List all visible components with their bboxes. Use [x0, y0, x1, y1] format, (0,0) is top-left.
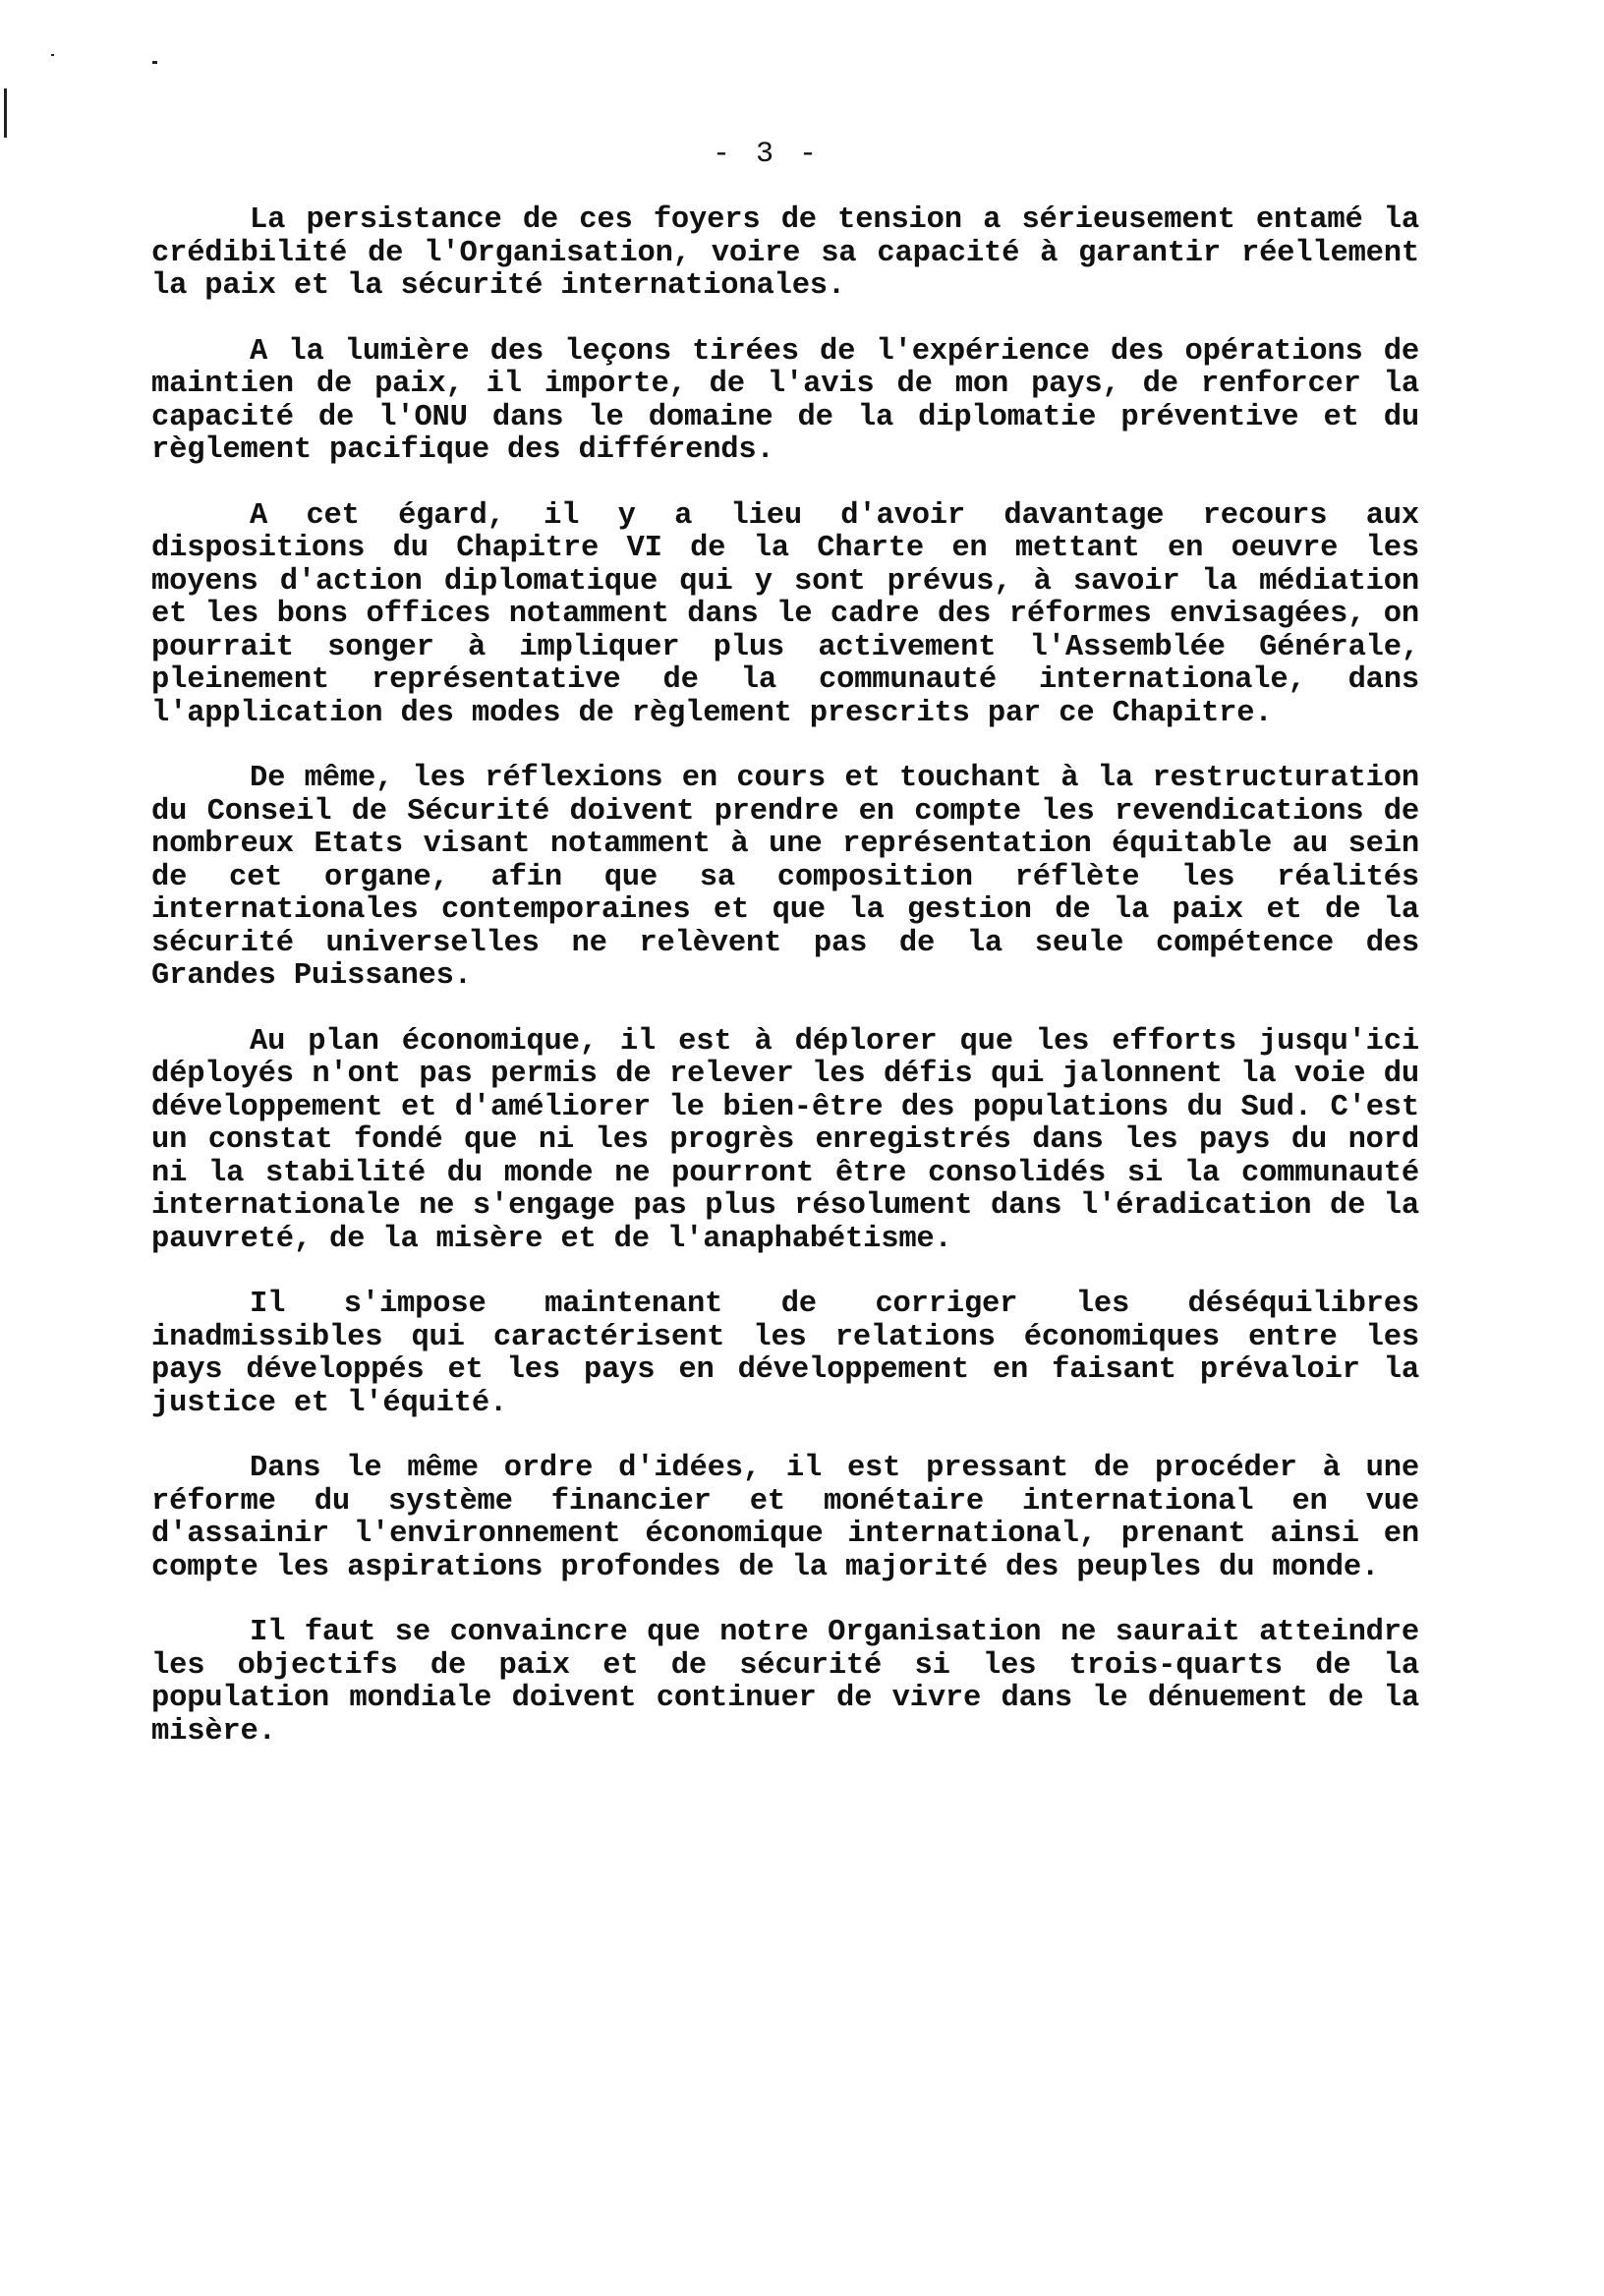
document-body	[151, 204, 1419, 1781]
paragraph-economic: Au plan économique, il est à déplorer que les efforts jusqu'ici déployés n'ont pas permis de relever les défis qui jalonnent la voie du développement et d'améliorer le bien-être des populations du Sud. C'est un constat fondé que ni les progrès enregistrés dans les pays du nord ni la stabilité du monde ne pourront être consolidés si la communauté internationale ne s'engage pas plus résolument dans l'éradication de la pauvreté, de la misère et de l'anaphabétisme.	[151, 1024, 1419, 1256]
scan-speck	[152, 61, 157, 64]
paragraph-financial-reform: Dans le même ordre d'idées, il est pressant de procéder à une réforme du système financier et monétaire international en vue d'assainir l'environnement économique international, prenant ainsi en compte les aspirations profondes de la majorité des peuples du monde.	[151, 1452, 1419, 1584]
paragraph-conclusion: Il faut se convaincre que notre Organisation ne saurait atteindre les objectifs de paix et de sécurité si les trois-quarts de la population mondiale doivent continuer de vivre dans le dénuement de la misère.	[151, 1616, 1419, 1749]
paragraph-chapter-vi: A cet égard, il y a lieu d'avoir davantage recours aux dispositions du Chapitre VI de la Charte en mettant en oeuvre les moyens d'action diplomatique qui y sont prévus, à savoir la médiation et les bons offices notamment dans le cadre des réformes envisagées, on pourrait songer à impliquer plus activement l'Assemblée Générale, pleinement représentative de la communauté internationale, dans l'application des modes de règlement prescrits par ce Chapitre.	[151, 498, 1419, 730]
page-number: - 3 -	[712, 138, 821, 171]
scan-edge-mark	[4, 88, 7, 138]
paragraph-imbalances: Il s'impose maintenant de corriger les déséquilibres inadmissibles qui caractérisent les relations économiques entre les pays développés et les pays en développement en faisant prévaloir la justice et l'équité.	[151, 1288, 1419, 1420]
scan-speck	[51, 54, 54, 56]
paragraph-security-council: De même, les réflexions en cours et touchant à la restructuration du Conseil de Sécurité doivent prendre en compte les revendications de nombreux Etats visant notamment à une représentation équitable au sein de cet organe, afin que sa composition réflète les réalités internationales contemporaines et que la gestion de la paix et de la sécurité universelles ne relèvent pas de la seule compétence des Grandes Puissanes.	[151, 762, 1419, 993]
paragraph-tension: La persistance de ces foyers de tension a sérieusement entamé la crédibilité de l'Organisation, voire sa capacité à garantir réellement la paix et la sécurité internationales.	[151, 203, 1419, 303]
paragraph-preventive-diplomacy: A la lumière des leçons tirées de l'expérience des opérations de maintien de paix, il importe, de l'avis de mon pays, de renforcer la capacité de l'ONU dans le domaine de la diplomatie préventive et du règlement pacifique des différends.	[151, 334, 1419, 467]
